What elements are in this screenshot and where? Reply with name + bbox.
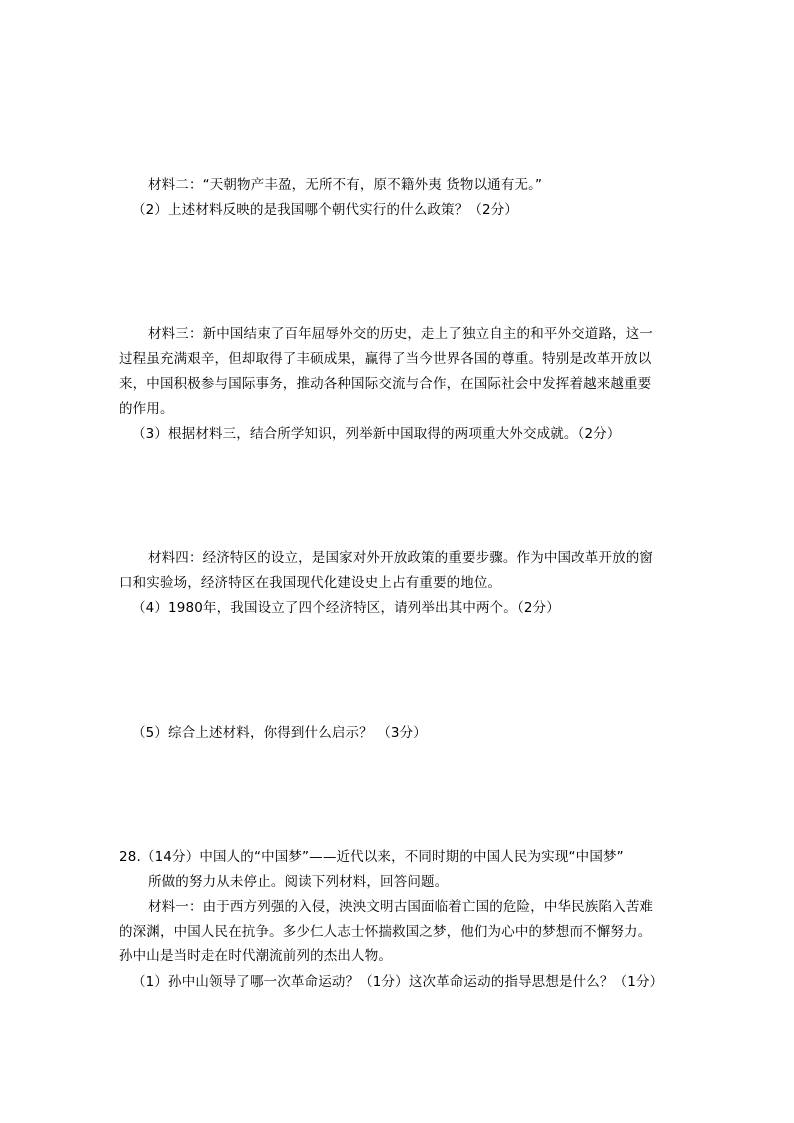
question-28-instructions: 所做的努力从未停止。阅读下列材料，回答问题。 (148, 874, 449, 890)
question-28-heading: 28.（14分）中国人的“中国梦”——近代以来，不同时期的中国人民为实现“中国梦” (119, 849, 624, 865)
material-3-line-1: 材料三：新中国结束了百年屈辱外交的历史，走上了独立自主的和平外交道路，这一 (148, 326, 654, 342)
material-1-line-3: 孙中山是当时走在时代潮流前列的杰出人物。 (119, 948, 392, 964)
question-4: （4）1980年，我国设立了四个经济特区，请列举出其中两个。（2分） (132, 600, 560, 616)
material-3-line-2: 过程虽充满艰辛，但却取得了丰硕成果，赢得了当今世界各国的尊重。特别是改革开放以 (119, 351, 652, 367)
material-4-line-2: 口和实验场，经济特区在我国现代化建设史上占有重要的地位。 (119, 575, 502, 591)
question-2: （2）上述材料反映的是我国哪个朝代实行的什么政策？（2分） (132, 202, 519, 218)
question-5: （5）综合上述材料，你得到什么启示？ （3分） (132, 725, 427, 741)
question-28-1: （1）孙中山领导了哪一次革命运动？（1分）这次革命运动的指导思想是什么？（1分） (132, 974, 664, 990)
question-3: （3）根据材料三，结合所学知识，列举新中国取得的两项重大外交成就。（2分） (132, 426, 621, 442)
material-4-line-1: 材料四：经济特区的设立，是国家对外开放政策的重要步骤。作为中国改革开放的窗 (148, 550, 654, 566)
material-3-line-4: 的作用。 (119, 401, 174, 417)
material-2-text: 材料二：“天朝物产丰盈，无所不有，原不籍外夷 货物以通有无。” (148, 177, 543, 193)
material-3-line-3: 来，中国积极参与国际事务，推动各种国际交流与合作，在国际社会中发挥着越来越重要 (119, 376, 652, 392)
material-1-line-1: 材料一：由于西方列强的入侵，泱泱文明古国面临着亡国的危险，中华民族陷入苦难 (148, 899, 654, 915)
material-1-line-2: 的深渊，中国人民在抗争。多少仁人志士怀揣救国之梦，他们为心中的梦想而不懈努力。 (119, 924, 652, 940)
